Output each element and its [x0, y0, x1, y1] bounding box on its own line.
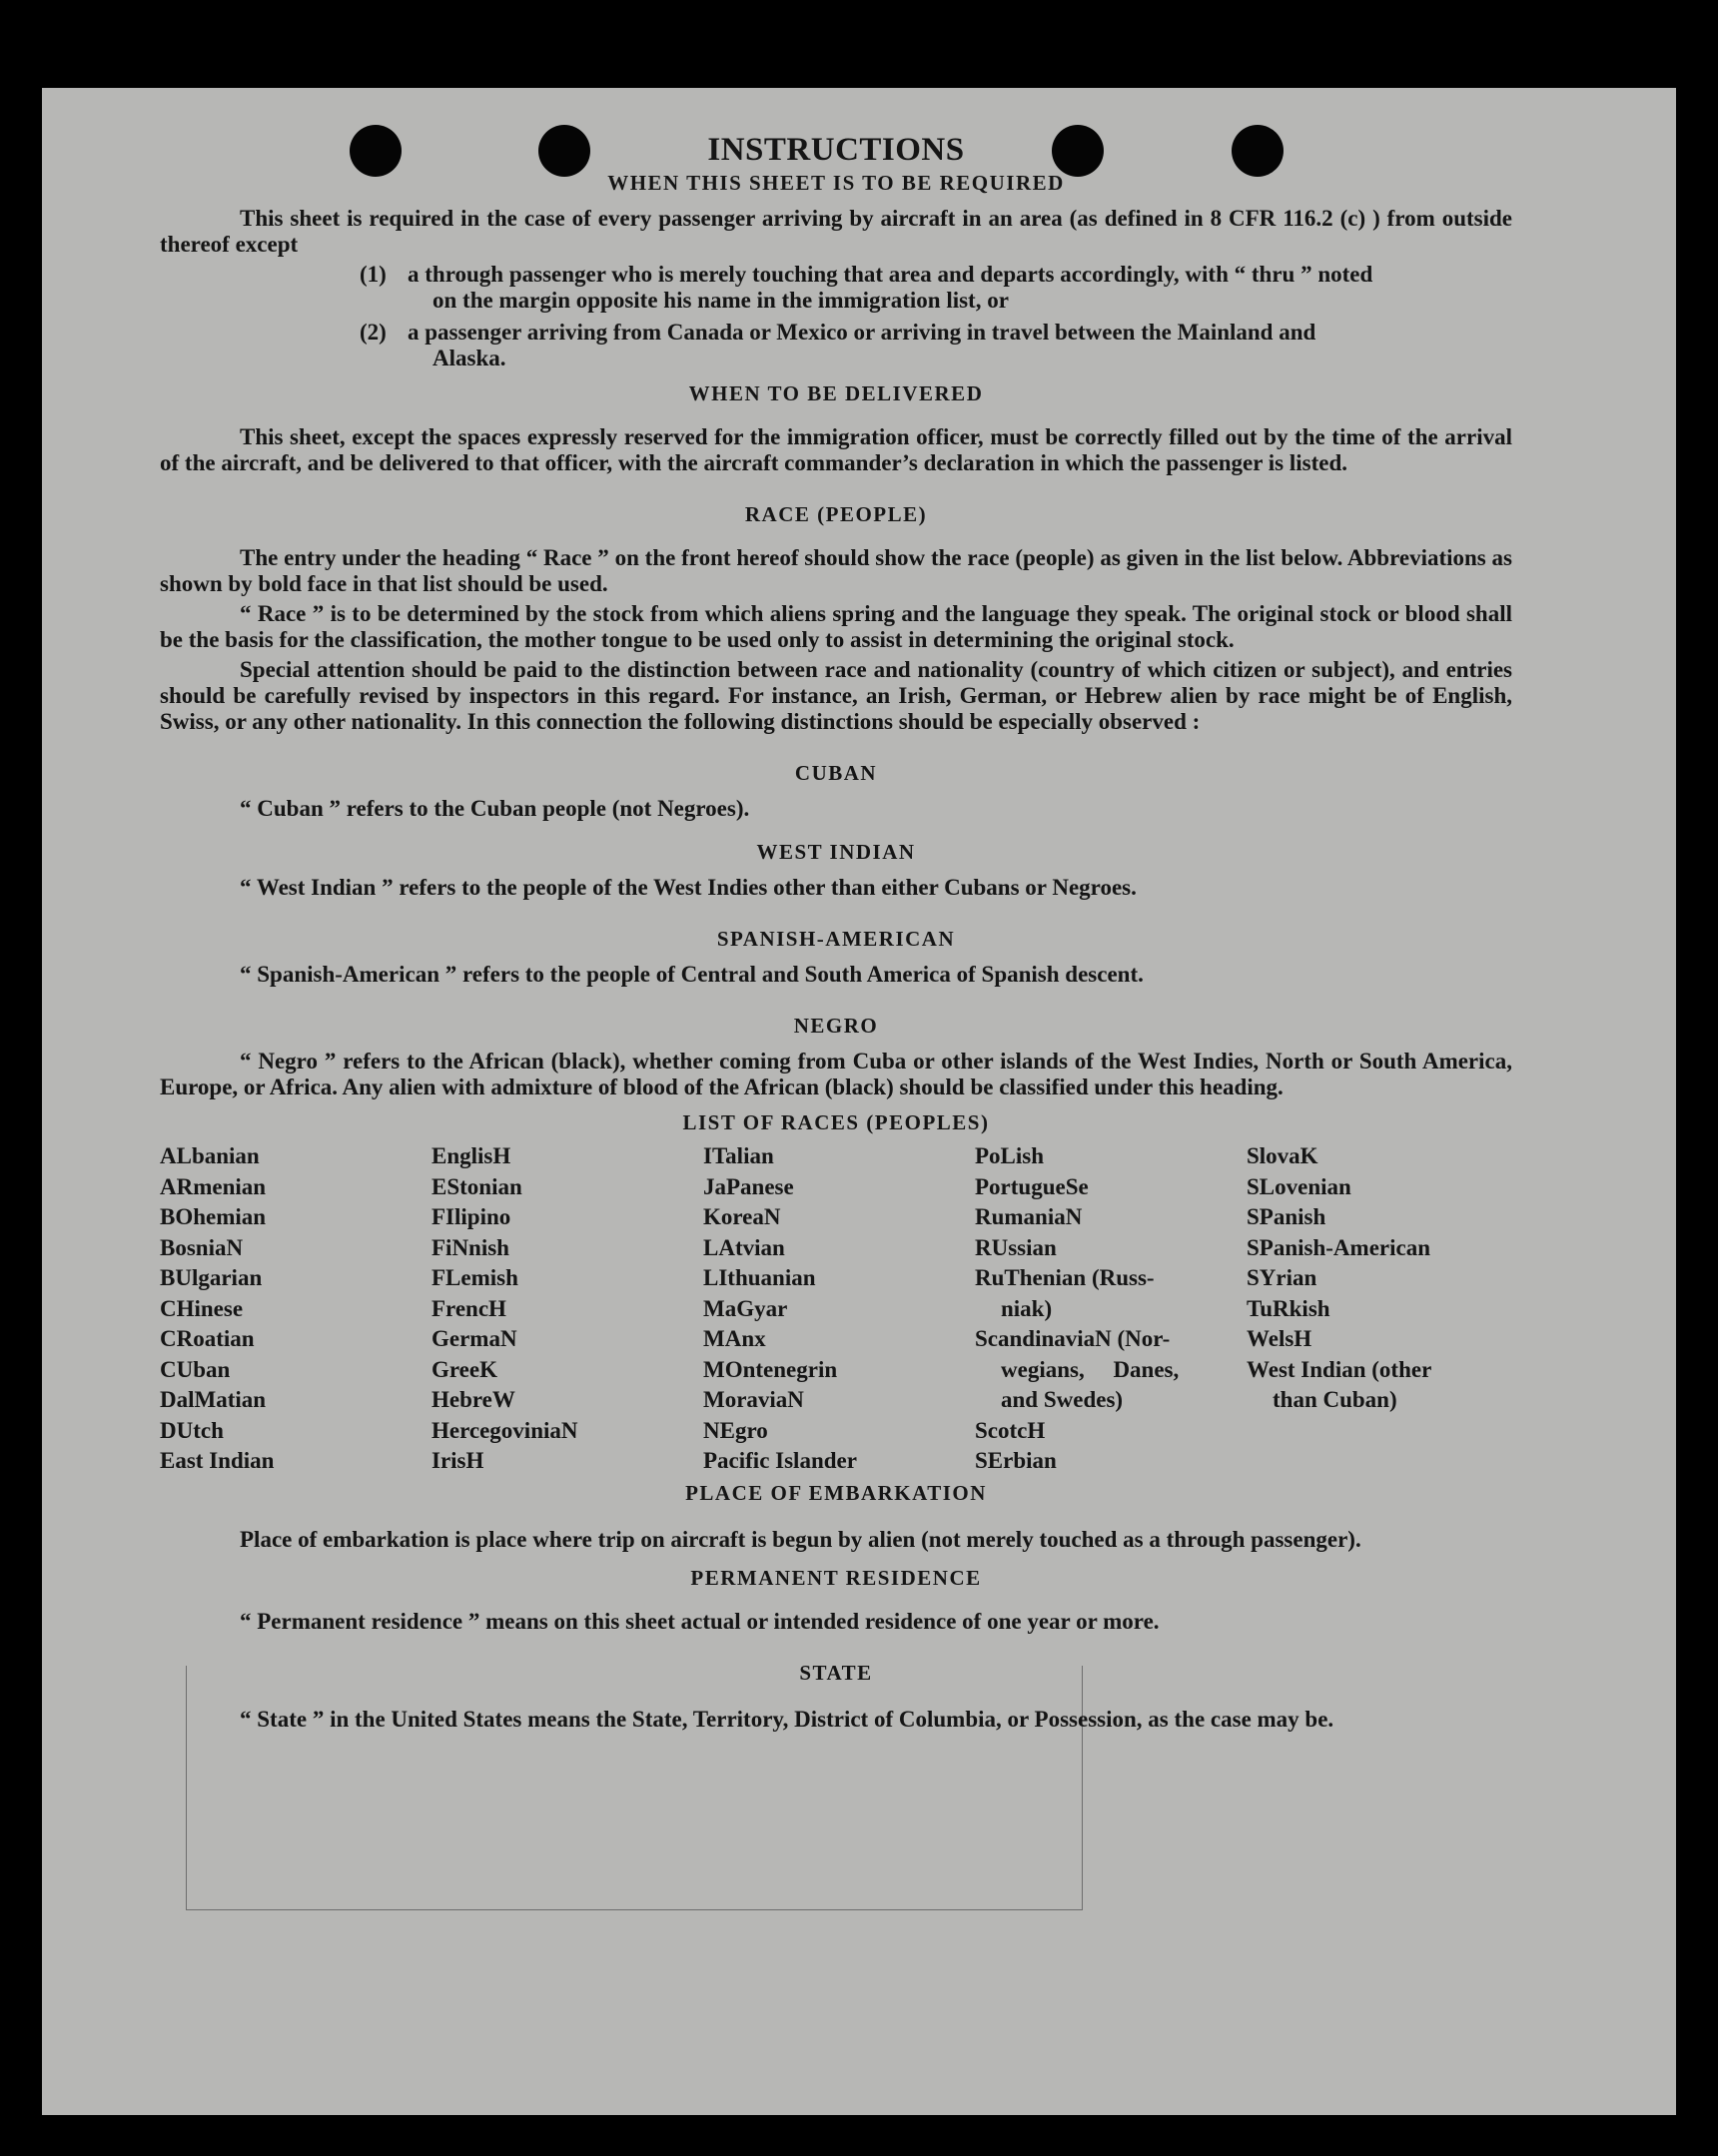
race-entry: IrisH	[431, 1448, 484, 1473]
heading-state: STATE	[799, 1660, 873, 1685]
race-entry: FrencH	[431, 1295, 506, 1321]
race-entry: PortugueSe	[975, 1173, 1089, 1199]
race-entry: DUtch	[160, 1417, 224, 1443]
exception-item-2: (2) a passenger arriving from Canada or Mexico or arriving in travel between the Mainland and Alaska.	[360, 320, 1316, 370]
state-text: “ State ” in the United States means the State, Territory, District of Columbia, or Possession, as the case may be.	[240, 1706, 1334, 1732]
race-entry: SPanish	[1247, 1204, 1326, 1229]
race-entry: RuThenian (Russ-	[975, 1265, 1155, 1290]
embarkation-text: Place of embarkation is place where trip on aircraft is begun by alien (not merely touched as a through passenger).	[240, 1526, 1361, 1552]
negro-text: “ Negro ” refers to the African (black), whether coming from Cuba or other islands of the West Indies, North or South America, Europe, or Africa. Any alien with admixture of blood of the African (black) should be classified under this heading.	[160, 1049, 1512, 1099]
race-entry: SLovenian	[1247, 1173, 1351, 1199]
race-entry: HercegoviniaN	[431, 1417, 578, 1443]
race-entry: ALbanian	[160, 1143, 260, 1168]
residence-text: “ Permanent residence ” means on this sheet actual or intended residence of one year or more.	[240, 1608, 1160, 1634]
race-entry: SlovaK	[1247, 1143, 1318, 1168]
race-paragraph-1: The entry under the heading “ Race ” on the front hereof should show the race (people) as given in the list below. Abbreviations as shown by bold face in that list should be used.	[160, 545, 1512, 596]
race-entry: ScotcH	[975, 1417, 1046, 1443]
west-indian-text: “ West Indian ” refers to the people of the West Indies other than either Cubans or Negroes.	[240, 875, 1137, 900]
race-entry: GermaN	[431, 1326, 517, 1351]
race-entry: PoLish	[975, 1143, 1045, 1168]
race-entry: ARmenian	[160, 1173, 267, 1199]
when-required-intro: This sheet is required in the case of every passenger arriving by aircraft in an area (as defined in 8 CFR 116.2 (c) ) from outside thereof except	[160, 206, 1512, 257]
race-entry: TuRkish	[1247, 1295, 1330, 1321]
race-entry: HebreW	[431, 1387, 515, 1412]
race-entry: FIlipino	[431, 1204, 511, 1229]
race-entry: FLemish	[431, 1265, 518, 1290]
race-entry: CRoatian	[160, 1326, 255, 1351]
when-delivered-text: This sheet, except the spaces expressly reserved for the immigration officer, must be correctly filled out by the time of the arrival of the aircraft, and be delivered to that officer, with the aircraft commander’s declaration in which the passenger is listed.	[160, 424, 1512, 475]
heading-when-required: WHEN THIS SHEET IS TO BE REQUIRED	[607, 171, 1065, 195]
races-list	[160, 1141, 1512, 1477]
race-paragraph-3: Special attention should be paid to the distinction between race and nationality (country of which citizen or subject), and entries should be carefully revised by inspectors in this regard. For instance, an Irish, German, or Hebrew alien by race might be of English, Swiss, or any other nationality. In this connection the following distinctions should be especially observed :	[160, 657, 1512, 734]
heading-negro: NEGRO	[793, 1014, 879, 1038]
cuban-text: “ Cuban ” refers to the Cuban people (not Negroes).	[240, 796, 750, 821]
instructions-body	[160, 132, 1512, 1736]
race-entry: MaGyar	[703, 1295, 788, 1321]
race-entry: FiNnish	[431, 1234, 509, 1260]
heading-cuban: CUBAN	[794, 761, 878, 785]
race-entry: WelsH	[1247, 1326, 1312, 1351]
race-entry: RumaniaN	[975, 1204, 1083, 1229]
races-column-2	[431, 1141, 703, 1477]
race-entry: ITalian	[703, 1143, 774, 1168]
race-entry: CUban	[160, 1356, 231, 1382]
race-entry: RUssian	[975, 1234, 1057, 1260]
heading-when-delivered: WHEN TO BE DELIVERED	[688, 381, 984, 405]
race-entry: EStonian	[431, 1173, 522, 1199]
race-entry: LIthuanian	[703, 1265, 816, 1290]
heading-permanent-residence: PERMANENT RESIDENCE	[690, 1565, 982, 1590]
race-entry: DalMatian	[160, 1387, 267, 1412]
race-entry: West Indian (other	[1247, 1356, 1432, 1382]
races-column-5	[1247, 1141, 1516, 1477]
race-entry: KoreaN	[703, 1204, 781, 1229]
race-entry-continuation: niak)	[1001, 1295, 1053, 1321]
race-entry: MoraviaN	[703, 1387, 804, 1412]
race-entry: NEgro	[703, 1417, 768, 1443]
race-entry-continuation: and Swedes)	[1001, 1387, 1124, 1412]
heading-list-of-races: LIST OF RACES (PEOPLES)	[682, 1110, 990, 1134]
heading-spanish-american: SPANISH-AMERICAN	[716, 927, 956, 951]
race-entry: ScandinaviaN (Nor-	[975, 1326, 1171, 1351]
race-entry: Pacific Islander	[703, 1448, 857, 1473]
races-column-3	[703, 1141, 975, 1477]
exception-item-1: (1) a through passenger who is merely touching that area and departs accordingly, with “ thru ” noted on the margin opposite his name in the immigration list, or	[360, 262, 1373, 313]
race-entry: GreeK	[431, 1356, 497, 1382]
race-entry: SYrian	[1247, 1265, 1317, 1290]
race-paragraph-2: “ Race ” is to be determined by the stock from which aliens spring and the language they speak. The original stock or blood shall be the basis for the classification, the mother tongue to be used only to assist in determining the original stock.	[160, 601, 1512, 652]
race-entry: MAnx	[703, 1326, 766, 1351]
race-entry: BUlgarian	[160, 1265, 263, 1290]
race-entry: SPanish-American	[1247, 1234, 1430, 1260]
heading-west-indian: WEST INDIAN	[756, 840, 916, 864]
page-title: INSTRUCTIONS	[707, 132, 965, 168]
race-entry: East Indian	[160, 1448, 275, 1473]
race-entry: SErbian	[975, 1448, 1057, 1473]
race-entry: MOntenegrin	[703, 1356, 838, 1382]
race-entry-continuation: than Cuban)	[1273, 1387, 1397, 1412]
races-column-4	[975, 1141, 1247, 1477]
race-entry: JaPanese	[703, 1173, 794, 1199]
races-column-1	[160, 1141, 431, 1477]
race-entry: EnglisH	[431, 1143, 511, 1168]
heading-race: RACE (PEOPLE)	[744, 502, 928, 526]
race-entry: CHinese	[160, 1295, 244, 1321]
race-entry-continuation: wegians, Danes,	[1001, 1356, 1180, 1382]
race-entry: BOhemian	[160, 1204, 267, 1229]
heading-place-of-embarkation: PLACE OF EMBARKATION	[685, 1480, 987, 1505]
spanish-american-text: “ Spanish-American ” refers to the people of Central and South America of Spanish descent.	[240, 962, 1144, 987]
race-entry: LAtvian	[703, 1234, 785, 1260]
race-entry: BosniaN	[160, 1234, 244, 1260]
